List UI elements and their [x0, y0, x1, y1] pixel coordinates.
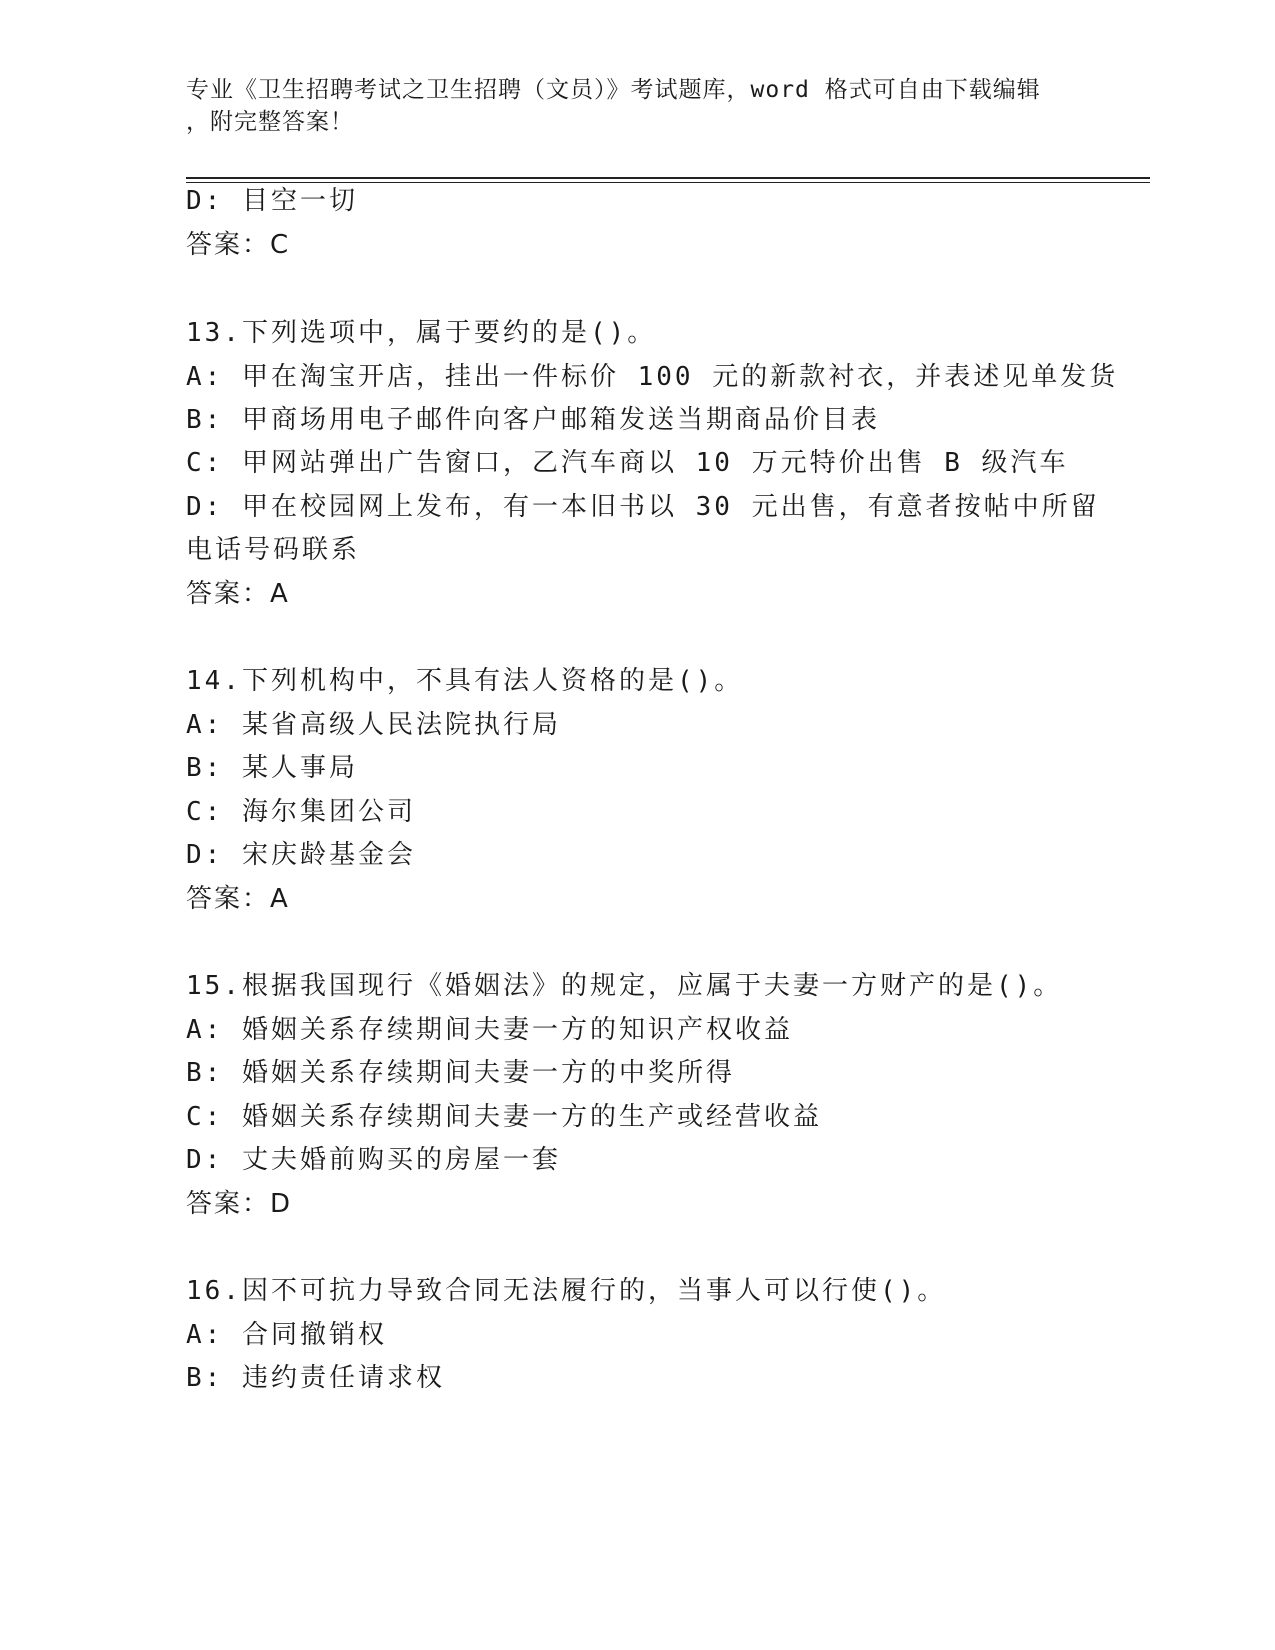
q14-option-a: A: 某省高级人民法院执行局: [186, 710, 561, 740]
q12-answer: 答案：C: [186, 230, 291, 260]
q14-option-d: D: 宋庆龄基金会: [186, 840, 416, 870]
q15-option-c: C: 婚姻关系存续期间夫妻一方的生产或经营收益: [186, 1102, 822, 1132]
q13-answer: 答案：A: [186, 579, 290, 609]
q13-option-c: C: 甲网站弹出广告窗口，乙汽车商以 10 万元特价出售 B 级汽车: [186, 448, 1069, 478]
q12-option-d: D: 目空一切: [186, 186, 358, 216]
q15-stem: 15.根据我国现行《婚姻法》的规定，应属于夫妻一方财产的是()。: [186, 971, 1063, 1001]
document-header: [186, 74, 1086, 138]
q14-option-c: C: 海尔集团公司: [186, 797, 416, 827]
q13-stem: 13.下列选项中，属于要约的是()。: [186, 318, 657, 348]
q14-stem: 14.下列机构中，不具有法人资格的是()。: [186, 666, 744, 696]
header-line-1: 专业《卫生招聘考试之卫生招聘（文员）》考试题库，word 格式可自由下载编辑: [186, 77, 1041, 103]
q14-option-b: B: 某人事局: [186, 753, 358, 783]
q15-option-d: D: 丈夫婚前购买的房屋一套: [186, 1145, 561, 1175]
header-divider-top: [186, 177, 1150, 179]
q16-stem: 16.因不可抗力导致合同无法履行的，当事人可以行使()。: [186, 1276, 947, 1306]
header-line-2: ，附完整答案！: [186, 109, 354, 135]
q16-option-b: B: 违约责任请求权: [186, 1363, 445, 1393]
q15-option-b: B: 婚姻关系存续期间夫妻一方的中奖所得: [186, 1058, 735, 1088]
q16-option-a: A: 合同撤销权: [186, 1320, 387, 1350]
q13-option-d-continued: 电话号码联系: [186, 535, 361, 565]
q13-option-b: B: 甲商场用电子邮件向客户邮箱发送当期商品价目表: [186, 405, 880, 435]
q15-option-a: A: 婚姻关系存续期间夫妻一方的知识产权收益: [186, 1015, 793, 1045]
q14-answer: 答案：A: [186, 884, 290, 914]
q13-option-d: D: 甲在校园网上发布，有一本旧书以 30 元出售，有意者按帖中所留: [186, 492, 1100, 522]
header-divider-bottom: [186, 182, 1150, 183]
q13-option-a: A: 甲在淘宝开店，挂出一件标价 100 元的新款衬衣，并表述见单发货: [186, 362, 1119, 392]
q15-answer: 答案：D: [186, 1189, 293, 1219]
